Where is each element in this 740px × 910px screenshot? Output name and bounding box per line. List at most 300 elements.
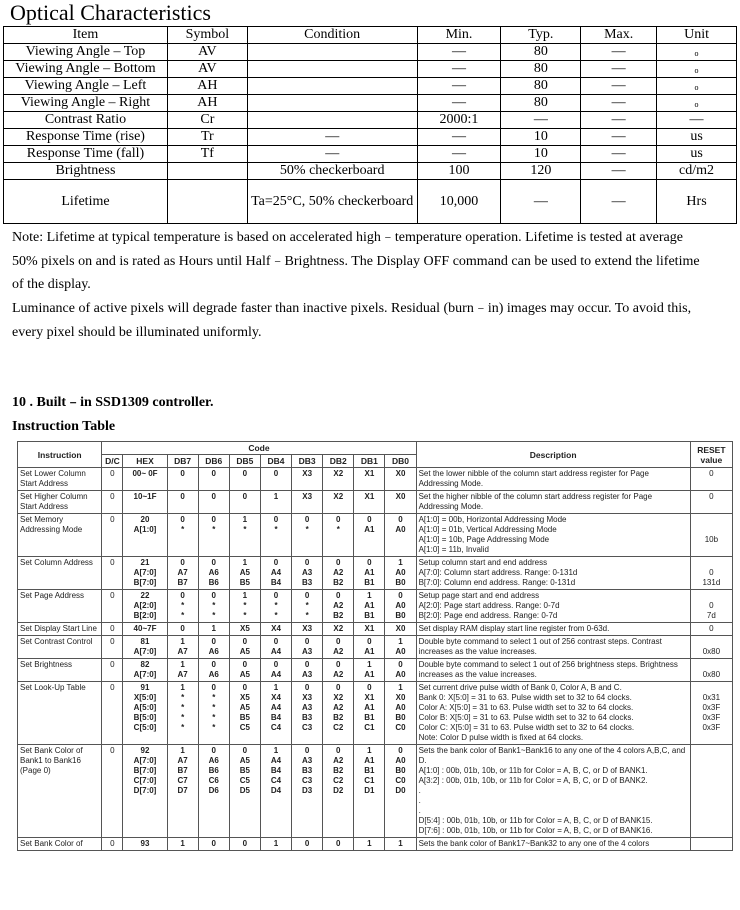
- optical-cell: AH: [167, 78, 247, 95]
- cell-line: D2: [333, 786, 344, 795]
- reset-line: 0x80: [702, 670, 721, 679]
- code-cell: [229, 682, 260, 745]
- optical-cell: —: [247, 129, 417, 146]
- code-cell: [167, 682, 198, 745]
- code-cell: [102, 491, 123, 514]
- reset-line: 0x80: [702, 647, 721, 656]
- cell-line: *: [212, 713, 216, 722]
- cell-line: A4: [270, 670, 282, 679]
- cell-line: A0: [395, 601, 406, 610]
- optical-cell: —: [581, 61, 657, 78]
- cell-line: B2: [333, 713, 344, 722]
- cell-line: 21: [140, 558, 150, 567]
- code-cell: [385, 514, 416, 557]
- code-column-header: DB5: [229, 455, 260, 468]
- code-cell: [292, 491, 323, 514]
- description-line: Set the higher nibble of the column start address register for Page Addressing Mode.: [418, 492, 653, 511]
- code-cell: [198, 623, 229, 636]
- cell-line: 0: [211, 469, 216, 478]
- cell-line: 0: [398, 746, 403, 755]
- reset-value: [690, 745, 732, 838]
- code-cell: [292, 636, 323, 659]
- code-cell: [198, 491, 229, 514]
- optical-header-cell: Unit: [657, 27, 737, 44]
- cell-line: 91: [140, 683, 150, 692]
- cell-line: A1: [364, 601, 375, 610]
- description-line: A[2:0]: Page start address. Range: 0-7d: [418, 601, 560, 610]
- optical-cell: [247, 95, 417, 112]
- cell-line: D3: [302, 786, 313, 795]
- optical-cell: —: [581, 44, 657, 61]
- instruction-name: Set Memory Addressing Mode: [18, 514, 102, 557]
- reset-line: [693, 515, 730, 525]
- code-cell: [292, 745, 323, 838]
- description-line: A[3:2] : 00b, 01b, 10b, or 11b for Color = A, B, C, or D of BANK2.: [418, 776, 648, 785]
- cell-line: B0: [395, 611, 406, 620]
- optical-cell: AV: [167, 61, 247, 78]
- code-cell: [229, 838, 260, 851]
- cell-line: 22: [140, 591, 150, 600]
- code-cell: [323, 682, 354, 745]
- description-line: .: [418, 796, 421, 805]
- reset-value: [690, 682, 732, 745]
- optical-cell: Viewing Angle – Left: [4, 78, 168, 95]
- description-line: A[1:0] = 10b, Page Addressing Mode: [418, 535, 550, 544]
- cell-line: 0: [180, 558, 185, 567]
- optical-cell: Tr: [167, 129, 247, 146]
- reset-line: 0: [709, 568, 714, 577]
- optical-cell: —: [581, 129, 657, 146]
- optical-cell: Viewing Angle – Top: [4, 44, 168, 61]
- cell-line: 1: [367, 746, 372, 755]
- cell-line: A4: [270, 703, 282, 712]
- cell-line: *: [274, 525, 278, 534]
- cell-line: X1: [364, 469, 375, 478]
- cell-line: X0: [395, 624, 406, 633]
- optical-cell: [247, 44, 417, 61]
- cell-line: 1: [180, 660, 185, 669]
- cell-line: 1: [242, 515, 248, 524]
- code-cell: [198, 659, 229, 682]
- description-line: .: [418, 786, 421, 795]
- cell-line: 0: [110, 746, 115, 755]
- code-cell: [292, 557, 323, 590]
- optical-row: [4, 146, 737, 163]
- code-header: Code: [102, 442, 416, 455]
- cell-line: *: [181, 611, 185, 620]
- code-cell: [354, 514, 385, 557]
- optical-cell: 50% checkerboard: [247, 163, 417, 180]
- instruction-row: [18, 659, 733, 682]
- code-cell: [385, 659, 416, 682]
- code-cell: [292, 682, 323, 745]
- description-line: Setup page start and end address: [418, 591, 540, 600]
- optical-header-cell: Max.: [581, 27, 657, 44]
- cell-line: 1: [367, 591, 372, 600]
- cell-line: 0: [336, 637, 341, 646]
- optical-cell: Viewing Angle – Right: [4, 95, 168, 112]
- optical-cell: us: [657, 129, 737, 146]
- cell-line: C4: [270, 723, 282, 732]
- code-cell: [260, 636, 291, 659]
- cell-line: 1: [180, 839, 185, 848]
- code-cell: [323, 590, 354, 623]
- cell-line: 0: [367, 637, 372, 646]
- cell-line: 0: [242, 469, 248, 478]
- code-cell: [354, 838, 385, 851]
- reset-line: 0: [709, 624, 714, 633]
- optical-cell: 80: [501, 95, 581, 112]
- cell-line: 0: [242, 637, 248, 646]
- cell-line: 0: [304, 637, 310, 646]
- instruction-name: Set Bank Color of: [18, 838, 102, 851]
- instruction-name: Set Lower Column Start Address: [18, 468, 102, 491]
- cell-line: 0: [273, 591, 279, 600]
- optical-cell: cd/m2: [657, 163, 737, 180]
- cell-line: A5: [239, 670, 251, 679]
- code-cell: [102, 590, 123, 623]
- code-cell: [229, 659, 260, 682]
- optical-cell: —: [417, 95, 501, 112]
- description-line: A[7:0]: Column start address. Range: 0-131d: [418, 568, 578, 577]
- cell-line: 0: [336, 591, 341, 600]
- code-column-header: DB2: [323, 455, 354, 468]
- optical-cell: 80: [501, 61, 581, 78]
- reset-line: 0x3F: [702, 713, 721, 722]
- instruction-name: Set Look-Up Table: [18, 682, 102, 745]
- cell-line: *: [181, 723, 185, 732]
- code-cell: [354, 468, 385, 491]
- code-cell: [167, 491, 198, 514]
- instruction-name: Set Page Address: [18, 590, 102, 623]
- code-cell: [102, 468, 123, 491]
- cell-line: A[7:0]: [133, 670, 157, 679]
- instruction-row: [18, 623, 733, 636]
- cell-line: 0: [273, 515, 279, 524]
- cell-line: A3: [302, 756, 313, 765]
- cell-line: *: [274, 611, 278, 620]
- optical-cell: 10: [501, 146, 581, 163]
- code-cell: [229, 745, 260, 838]
- reset-value: [690, 468, 732, 491]
- code-cell: [198, 636, 229, 659]
- instruction-row: [18, 838, 733, 851]
- cell-line: 0: [110, 624, 115, 633]
- cell-line: B7: [177, 766, 188, 775]
- cell-line: A3: [302, 568, 313, 577]
- cell-line: 0: [110, 839, 115, 848]
- code-cell: [292, 590, 323, 623]
- cell-line: *: [181, 601, 185, 610]
- cell-line: 0: [273, 637, 279, 646]
- code-cell: [260, 557, 291, 590]
- optical-cell: —: [417, 129, 501, 146]
- code-cell: [229, 468, 260, 491]
- optical-cell: Response Time (rise): [4, 129, 168, 146]
- description-line: Bank 0: X[5:0] = 31 to 63. Pulse width set to 32 to 64 clocks.: [418, 693, 632, 702]
- reset-value: [690, 659, 732, 682]
- code-cell: [385, 636, 416, 659]
- code-cell: [354, 590, 385, 623]
- code-cell: [198, 557, 229, 590]
- description-line: A[1:0] = 00b, Horizontal Addressing Mode: [418, 515, 567, 524]
- optical-cell: —: [581, 112, 657, 129]
- cell-line: B3: [302, 766, 313, 775]
- code-cell: [167, 468, 198, 491]
- reset-line: 131d: [702, 578, 721, 587]
- code-column-header: DB6: [198, 455, 229, 468]
- cell-line: 00~ 0F: [132, 469, 158, 478]
- code-cell: [385, 745, 416, 838]
- reset-value: [690, 623, 732, 636]
- cell-line: 92: [140, 746, 150, 755]
- cell-line: D7: [177, 786, 188, 795]
- code-column-header: D/C: [102, 455, 123, 468]
- cell-line: 0: [336, 515, 341, 524]
- code-cell: [167, 557, 198, 590]
- reset-line: [693, 637, 730, 647]
- cell-line: 0: [110, 591, 115, 600]
- code-column-header: DB1: [354, 455, 385, 468]
- instruction-description: [416, 468, 690, 491]
- cell-line: 1: [180, 637, 185, 646]
- cell-line: B5: [239, 713, 251, 722]
- optical-cell: 80: [501, 78, 581, 95]
- optical-characteristics-table: [3, 26, 737, 224]
- cell-line: 1: [398, 839, 403, 848]
- cell-line: 40~7F: [133, 624, 157, 633]
- optical-cell: [657, 95, 737, 112]
- cell-line: 1: [367, 839, 372, 848]
- cell-line: A6: [208, 647, 219, 656]
- description-line: Set the lower nibble of the column start address register for Page Addressing Mode.: [418, 469, 649, 488]
- lifetime-note: Note: Lifetime at typical temperature is based on accelerated high﹣temperature operation. Lifetime is tested at average 50% pixels on and is rated as Hours until Half﹣Brightness. The Display OFF command can be used to extend the lifetime of the display.: [12, 230, 700, 292]
- cell-line: B0: [395, 713, 406, 722]
- cell-line: 0: [180, 624, 185, 633]
- cell-line: 0: [242, 839, 248, 848]
- optical-cell: 10: [501, 129, 581, 146]
- cell-line: X3: [302, 624, 313, 633]
- code-cell: [354, 557, 385, 590]
- instruction-row: [18, 745, 733, 838]
- cell-line: A6: [208, 670, 219, 679]
- cell-line: D0: [395, 786, 406, 795]
- code-cell: [229, 491, 260, 514]
- cell-line: 0: [304, 683, 310, 692]
- cell-line: 0: [211, 839, 216, 848]
- cell-line: A3: [302, 703, 313, 712]
- cell-line: X5: [240, 693, 250, 702]
- cell-line: B5: [239, 766, 251, 775]
- description-header: Description: [416, 442, 690, 468]
- cell-line: C3: [302, 723, 313, 732]
- cell-line: *: [243, 611, 247, 620]
- instruction-description: [416, 514, 690, 557]
- optical-row: [4, 112, 737, 129]
- code-cell: [260, 623, 291, 636]
- code-cell: [123, 491, 167, 514]
- cell-line: 0: [336, 839, 341, 848]
- optical-cell: 2000:1: [417, 112, 501, 129]
- optical-cell: Cr: [167, 112, 247, 129]
- cell-line: X3: [302, 469, 313, 478]
- description-line: Color B: X[5:0] = 31 to 63. Pulse width set to 32 to 64 clocks.: [418, 713, 634, 722]
- description-line: Double byte command to select 1 out of 256 brightness steps. Brightness increases as the value increases.: [418, 660, 678, 679]
- cell-line: *: [305, 611, 309, 620]
- code-cell: [102, 745, 123, 838]
- instruction-row: [18, 557, 733, 590]
- code-cell: [385, 557, 416, 590]
- optical-cell: [657, 44, 737, 61]
- code-cell: [354, 682, 385, 745]
- cell-line: B[2:0]: [133, 611, 157, 620]
- optical-cell: 100: [417, 163, 501, 180]
- cell-line: 0: [110, 660, 115, 669]
- cell-line: 0: [211, 492, 216, 501]
- cell-line: A2: [333, 647, 344, 656]
- cell-line: A5: [239, 756, 251, 765]
- instruction-row: [18, 636, 733, 659]
- instruction-row: [18, 514, 733, 557]
- cell-line: X2: [333, 624, 344, 633]
- cell-line: D6: [208, 786, 219, 795]
- code-cell: [354, 659, 385, 682]
- cell-line: 0: [304, 591, 310, 600]
- cell-line: B2: [333, 611, 344, 620]
- optical-cell: [247, 61, 417, 78]
- cell-line: B5: [239, 578, 251, 587]
- degree-mark: o: [694, 66, 699, 75]
- cell-line: A6: [208, 568, 219, 577]
- section-heading: 10 . Built﹣in SSD1309 controller.: [12, 395, 214, 410]
- code-cell: [292, 659, 323, 682]
- cell-line: A1: [364, 756, 375, 765]
- cell-line: C[7:0]: [133, 776, 157, 785]
- optical-cell: —: [247, 146, 417, 163]
- code-cell: [229, 514, 260, 557]
- optical-cell: Ta=25°C, 50% checkerboard: [247, 180, 417, 224]
- luminance-note: Luminance of active pixels will degrade faster than inactive pixels. Residual (burn﹣in) images may occur. To avoid this, every pixel should be illuminated uniformly.: [12, 301, 692, 340]
- optical-cell: —: [581, 78, 657, 95]
- optical-cell: —: [501, 180, 581, 224]
- cell-line: B4: [270, 578, 282, 587]
- code-cell: [385, 623, 416, 636]
- instruction-header-row: [18, 442, 733, 455]
- code-cell: [102, 682, 123, 745]
- cell-line: A7: [177, 756, 188, 765]
- code-cell: [229, 590, 260, 623]
- cell-line: B7: [177, 578, 188, 587]
- cell-line: 0: [180, 591, 185, 600]
- cell-line: A1: [364, 568, 375, 577]
- description-line: Sets the bank color of Bank17~Bank32 to any one of the 4 colors: [418, 839, 650, 848]
- cell-line: D4: [270, 786, 282, 795]
- instruction-name: Set Higher Column Start Address: [18, 491, 102, 514]
- optical-cell: [167, 180, 247, 224]
- cell-line: X4: [271, 624, 281, 633]
- code-cell: [102, 514, 123, 557]
- code-cell: [292, 468, 323, 491]
- optical-cell: us: [657, 146, 737, 163]
- cell-line: 0: [242, 683, 248, 692]
- instruction-description: [416, 557, 690, 590]
- code-cell: [292, 514, 323, 557]
- code-cell: [354, 745, 385, 838]
- code-cell: [323, 838, 354, 851]
- optical-cell: —: [501, 112, 581, 129]
- description-line: B[7:0]: Column end address. Range: 0-131d: [418, 578, 576, 587]
- description-line: A[1:0] : 00b, 01b, 10b, or 11b for Color = A, B, C, or D of BANK1.: [418, 766, 648, 775]
- code-cell: [323, 745, 354, 838]
- code-column-header: HEX: [123, 455, 167, 468]
- cell-line: B4: [270, 713, 282, 722]
- instruction-description: [416, 590, 690, 623]
- reset-value: [690, 636, 732, 659]
- cell-line: *: [181, 525, 185, 534]
- optical-header-cell: Condition: [247, 27, 417, 44]
- cell-line: 1: [273, 746, 279, 755]
- cell-line: 0: [180, 515, 185, 524]
- optical-cell: Lifetime: [4, 180, 168, 224]
- description-line: A[1:0] = 11b, Invalid: [418, 545, 489, 554]
- cell-line: 1: [242, 558, 248, 567]
- cell-line: C5: [239, 723, 251, 732]
- cell-line: X4: [271, 693, 281, 702]
- cell-line: A[7:0]: [133, 647, 157, 656]
- optical-cell: Brightness: [4, 163, 168, 180]
- reset-line: 0x31: [702, 693, 721, 702]
- cell-line: A2: [333, 756, 344, 765]
- code-cell: [323, 468, 354, 491]
- cell-line: B1: [364, 611, 375, 620]
- cell-line: 0: [211, 558, 216, 567]
- cell-line: B0: [395, 578, 406, 587]
- cell-line: 1: [367, 660, 372, 669]
- cell-line: 20: [140, 515, 150, 524]
- code-cell: [354, 636, 385, 659]
- cell-line: A1: [364, 670, 375, 679]
- cell-line: D1: [364, 786, 375, 795]
- optical-row: [4, 95, 737, 112]
- cell-line: *: [181, 703, 185, 712]
- code-cell: [385, 838, 416, 851]
- cell-line: A5: [239, 568, 251, 577]
- optical-cell: [657, 78, 737, 95]
- code-cell: [385, 491, 416, 514]
- optical-row: [4, 163, 737, 180]
- cell-line: *: [243, 525, 247, 534]
- optical-cell: —: [581, 95, 657, 112]
- code-cell: [123, 659, 167, 682]
- code-cell: [260, 838, 291, 851]
- cell-line: C[5:0]: [133, 723, 157, 732]
- cell-line: 0: [367, 515, 372, 524]
- description-line: Sets the bank color of Bank1~Bank16 to any one of the 4 colors A,B,C, and D.: [418, 746, 686, 765]
- code-cell: [385, 682, 416, 745]
- code-cell: [123, 682, 167, 745]
- optical-cell: —: [581, 146, 657, 163]
- optical-cell: —: [417, 44, 501, 61]
- cell-line: X3: [302, 693, 313, 702]
- reset-line: 7d: [706, 611, 716, 620]
- cell-line: X2: [333, 693, 344, 702]
- cell-line: 0: [110, 515, 115, 524]
- code-cell: [198, 468, 229, 491]
- cell-line: 1: [180, 746, 185, 755]
- cell-line: 0: [110, 637, 115, 646]
- cell-line: 1: [273, 683, 279, 692]
- optical-cell: —: [581, 180, 657, 224]
